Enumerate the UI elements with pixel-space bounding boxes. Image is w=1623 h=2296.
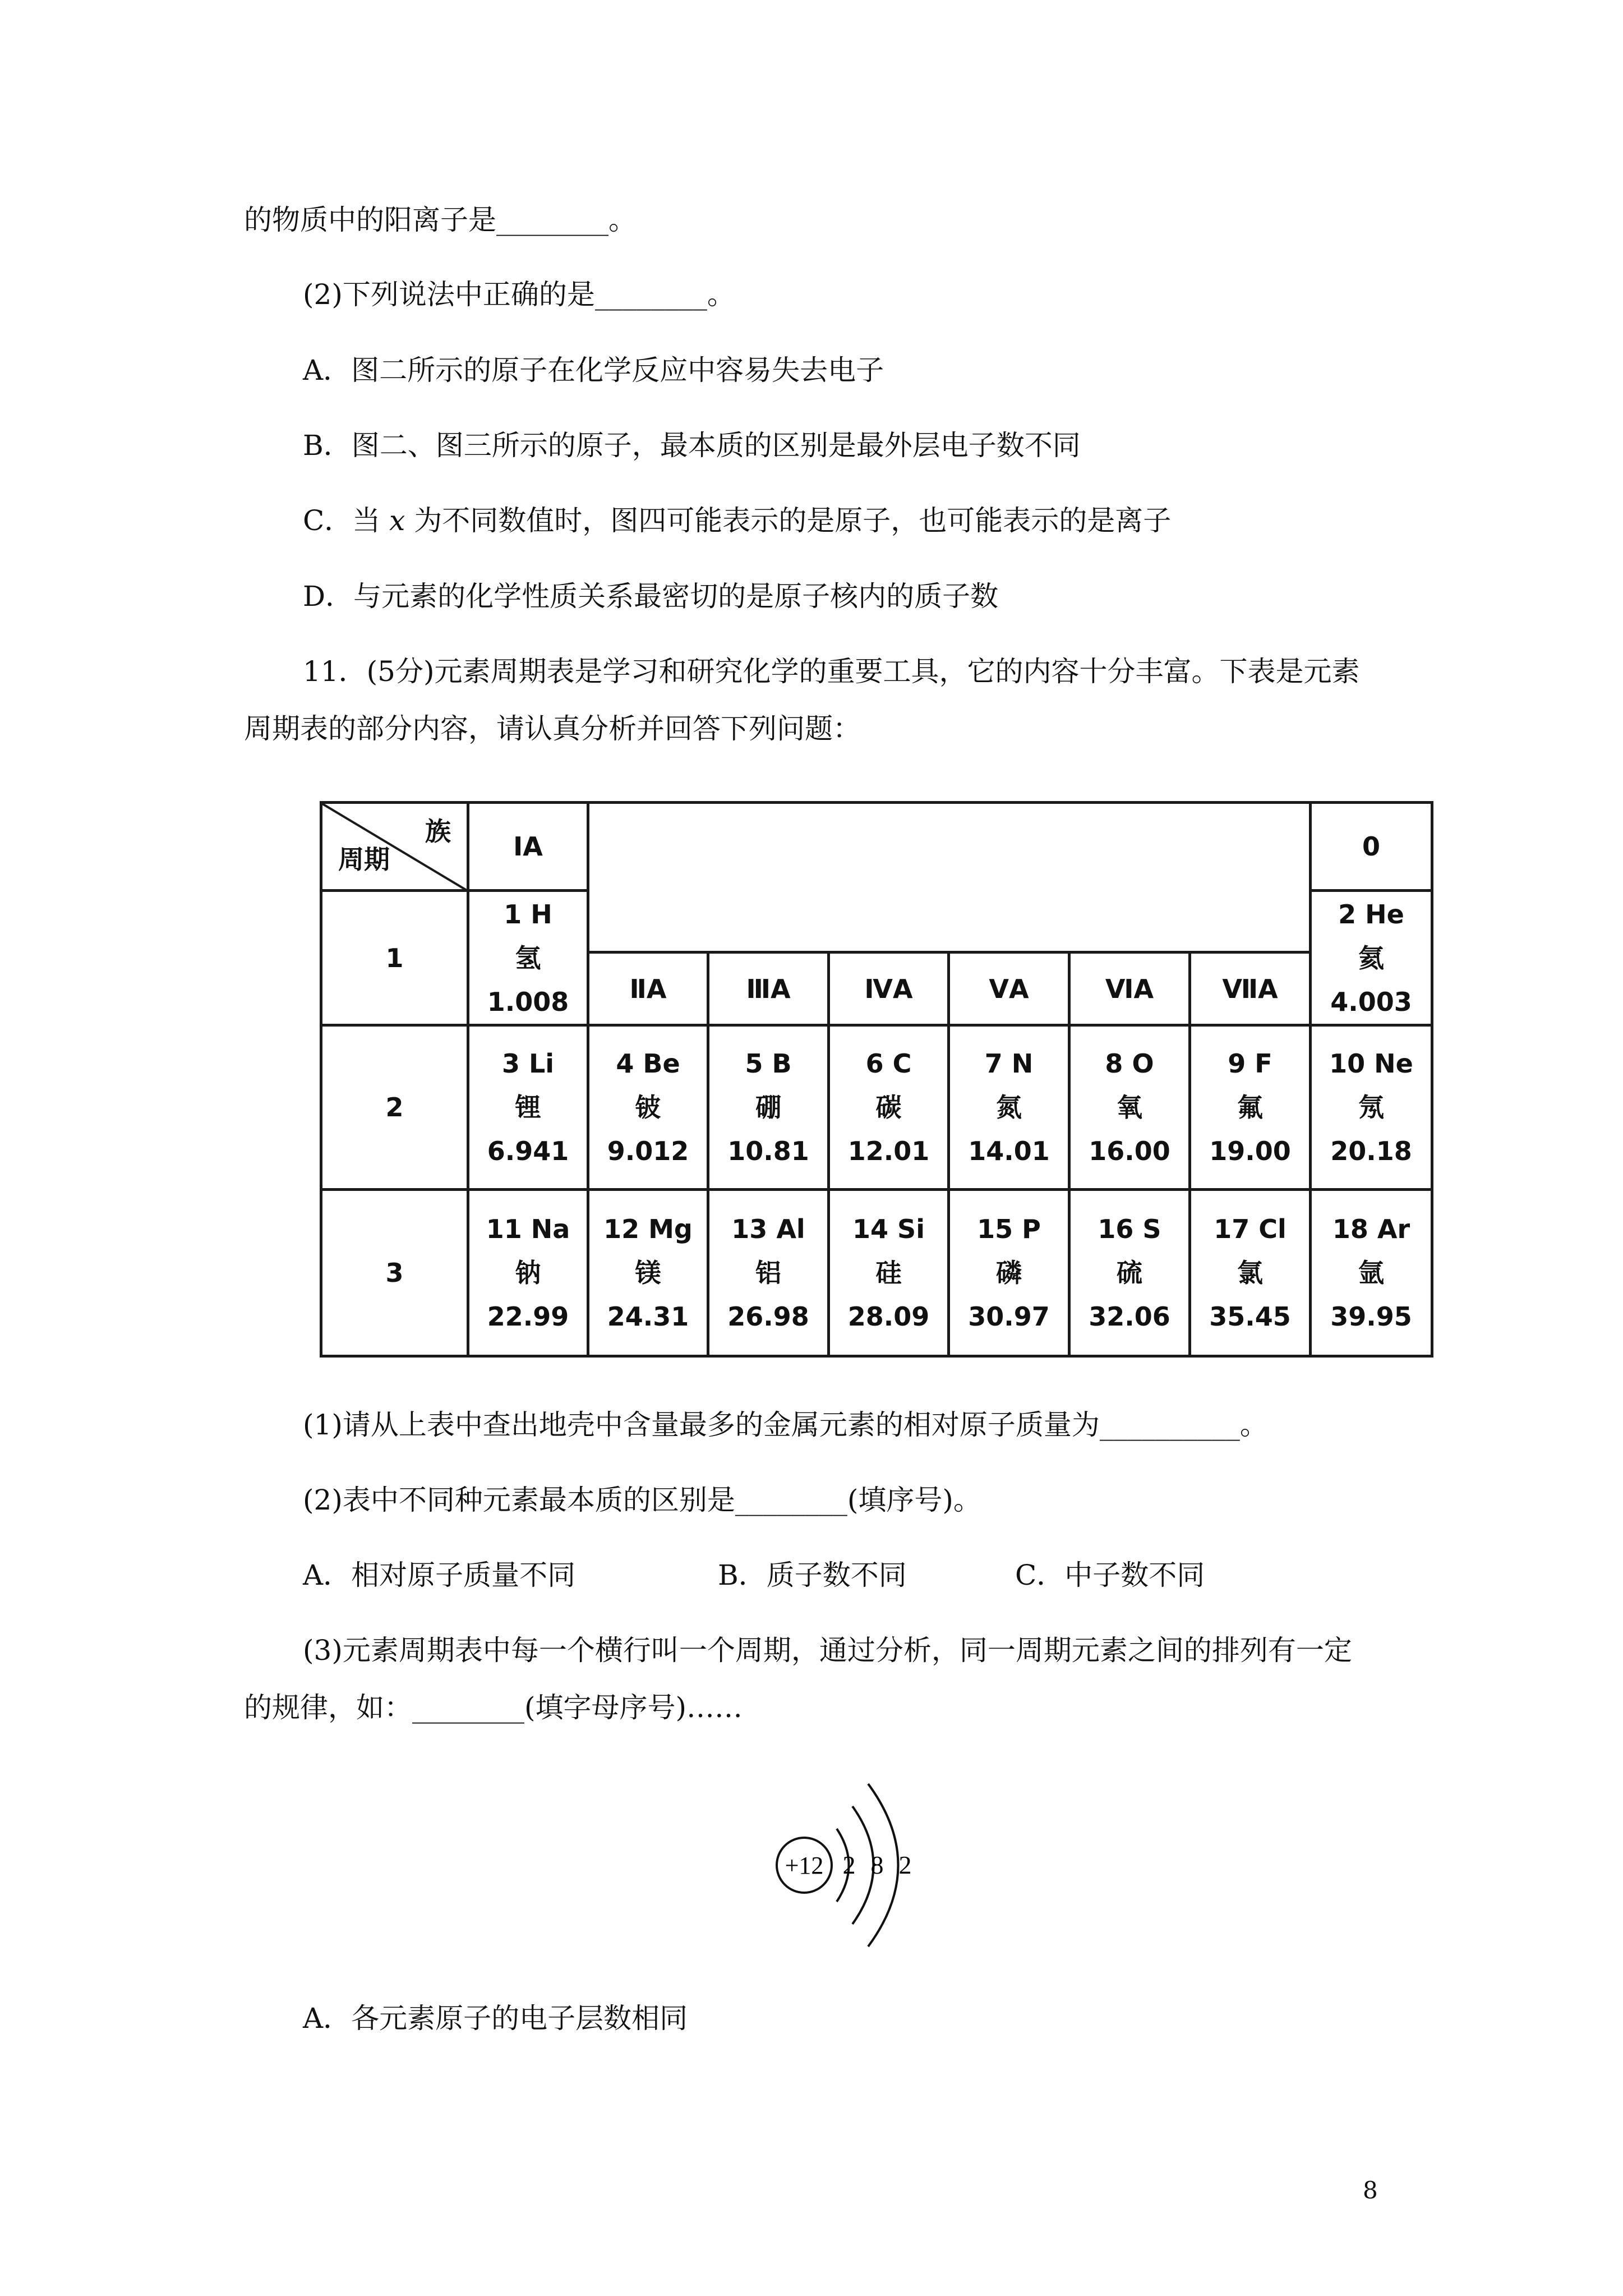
electron-count-3: 2 bbox=[898, 1851, 912, 1879]
question-11-3-line2: 的规律，如：________(填字母序号)…… bbox=[244, 1691, 743, 1724]
period-label-1: 1 bbox=[320, 889, 469, 1027]
choice-a: A．相对原子质量不同 bbox=[303, 1559, 576, 1591]
option-a: A．图二所示的原子在化学反应中容易失去电子 bbox=[303, 354, 884, 386]
group-header-VIA: ⅥA bbox=[1068, 951, 1191, 1027]
element-cell-B: 5 B 硼 10.81 bbox=[707, 1024, 830, 1191]
element-cell-Li: 3 Li 锂 6.941 bbox=[467, 1024, 589, 1191]
page-number: 8 bbox=[1363, 2177, 1378, 2204]
element-cell-N: 7 N 氮 14.01 bbox=[947, 1024, 1071, 1191]
element-cell-Al: 13 Al 铝 26.98 bbox=[707, 1188, 830, 1358]
group-header-VIIA: ⅦA bbox=[1188, 951, 1312, 1027]
variable-x: x bbox=[389, 504, 405, 537]
question-11-1: (1)请从上表中查出地壳中含量最多的金属元素的相对原子质量为__________。 bbox=[303, 1409, 1268, 1441]
element-cell-P: 15 P 磷 30.97 bbox=[947, 1188, 1071, 1358]
question-11-3-line1: (3)元素周期表中每一个横行叫一个周期，通过分析，同一周期元素之间的排列有一定 bbox=[303, 1634, 1352, 1667]
element-cell-Ar: 18 Ar 氩 39.95 bbox=[1309, 1188, 1433, 1358]
nucleus-charge: +12 bbox=[785, 1852, 824, 1879]
group-header-IIA: ⅡA bbox=[587, 951, 709, 1027]
question-11-2: (2)表中不同种元素最本质的区别是________(填序号)。 bbox=[303, 1484, 981, 1516]
element-cell-H: 1 H 氢 1.008 bbox=[467, 889, 589, 1027]
period-label-3: 3 bbox=[320, 1188, 469, 1358]
element-cell-He: 2 He 氦 4.003 bbox=[1309, 889, 1433, 1027]
electron-count-2: 8 bbox=[870, 1851, 884, 1879]
option-c-part2: 为不同数值时，图四可能表示的是原子，也可能表示的是离子 bbox=[414, 504, 1172, 537]
atomic-structure-diagram bbox=[768, 1773, 937, 1958]
element-cell-Cl: 17 Cl 氯 35.45 bbox=[1188, 1188, 1312, 1358]
group-header-IIIA: ⅢA bbox=[707, 951, 830, 1027]
group-header-IVA: ⅣA bbox=[827, 951, 950, 1027]
option-c bbox=[303, 504, 1171, 537]
periodic-table bbox=[320, 801, 1433, 1358]
group-header-IA: IA bbox=[467, 801, 589, 892]
choice-c: C．中子数不同 bbox=[1015, 1559, 1205, 1591]
element-cell-Mg: 12 Mg 镁 24.31 bbox=[587, 1188, 709, 1358]
corner-group-label: 族 bbox=[425, 816, 451, 846]
element-cell-Na: 11 Na 钠 22.99 bbox=[467, 1188, 589, 1358]
question-2-stem: (2)下列说法中正确的是________。 bbox=[303, 278, 735, 311]
corner-header-cell bbox=[320, 801, 469, 892]
question-11-stem-line1: 11．(5分)元素周期表是学习和研究化学的重要工具，它的内容十分丰富。下表是元素 bbox=[303, 655, 1360, 688]
text-line-cation: 的物质中的阳离子是________。 bbox=[244, 204, 637, 236]
element-cell-Be: 4 Be 铍 9.012 bbox=[587, 1024, 709, 1191]
group-header-VA: ⅤA bbox=[947, 951, 1071, 1027]
period-label-2: 2 bbox=[320, 1024, 469, 1191]
element-cell-C: 6 C 碳 12.01 bbox=[827, 1024, 950, 1191]
element-cell-O: 8 O 氧 16.00 bbox=[1068, 1024, 1191, 1191]
electron-count-1: 2 bbox=[842, 1851, 856, 1879]
option-d: D．与元素的化学性质关系最密切的是原子核内的质子数 bbox=[303, 580, 999, 613]
corner-period-label: 周期 bbox=[338, 844, 390, 875]
group-header-0: 0 bbox=[1309, 801, 1433, 892]
option-b: B．图二、图三所示的原子，最本质的区别是最外层电子数不同 bbox=[303, 429, 1081, 462]
option-a-electron-layers: A．各元素原子的电子层数相同 bbox=[303, 2002, 688, 2035]
element-cell-S: 16 S 硫 32.06 bbox=[1068, 1188, 1191, 1358]
choice-b: B．质子数不同 bbox=[718, 1559, 907, 1591]
option-c-part1: C．当 bbox=[303, 504, 381, 537]
element-cell-F: 9 F 氟 19.00 bbox=[1188, 1024, 1312, 1191]
element-cell-Si: 14 Si 硅 28.09 bbox=[827, 1188, 950, 1358]
question-11-stem-line2: 周期表的部分内容，请认真分析并回答下列问题： bbox=[244, 712, 861, 745]
header-blank-span bbox=[587, 801, 1312, 954]
element-cell-Ne: 10 Ne 氖 20.18 bbox=[1309, 1024, 1433, 1191]
